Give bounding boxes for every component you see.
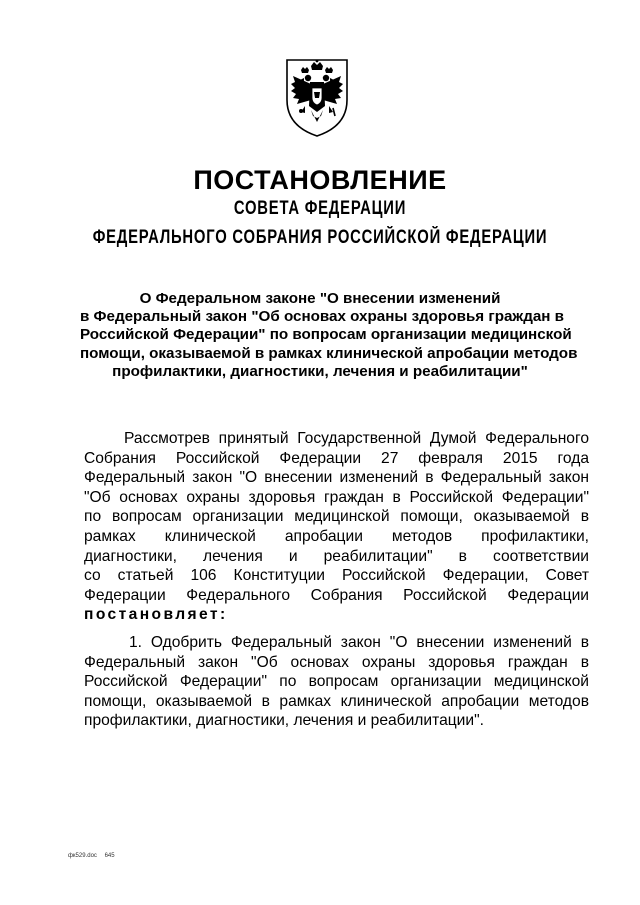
- resolution-heading: [80, 290, 578, 381]
- paragraph-line: 1. Одобрить Федеральный закон "О внесении изменений в: [129, 634, 589, 651]
- paragraph-line: рамках клинической апробации методов профилактики,: [84, 527, 589, 545]
- paragraph-line: Федерации Федерального Собрания Российской Федерации: [84, 586, 589, 604]
- paragraph-line: помощи, оказываемой в рамках клинической апробации методов: [84, 692, 589, 710]
- heading-line: О Федеральном законе "О внесении изменений: [139, 290, 501, 307]
- document-subtitle-council: СОВЕТА ФЕДЕРАЦИИ: [233, 198, 407, 219]
- resolution-item-1: [84, 633, 589, 731]
- footer-number: 645: [104, 853, 115, 859]
- document-footer: [68, 853, 121, 859]
- document-title: ПОСТАНОВЛЕНИЕ: [193, 165, 447, 195]
- heading-line: Российской Федерации" по вопросам организации медицинской: [80, 326, 572, 344]
- preamble-paragraph: [84, 429, 589, 625]
- document-subtitle-assembly: ФЕДЕРАЛЬНОГО СОБРАНИЯ РОССИЙСКОЙ ФЕДЕРАЦИИ: [92, 227, 548, 248]
- paragraph-line: диагностики, лечения и реабилитации" в соответствии: [84, 547, 589, 565]
- paragraph-line: Российской Федерации" по вопросам организации медицинской: [84, 673, 589, 691]
- heading-line: в Федеральный закон "Об основах охраны здоровья граждан в: [80, 308, 565, 326]
- paragraph-line: Рассмотрев принятый Государственной Думой Федерального: [124, 430, 589, 447]
- paragraph-line: профилактики, диагностики, лечения и реабилитации".: [84, 712, 484, 730]
- paragraph-line: Федеральный закон "Об основах охраны здоровья граждан в: [84, 653, 589, 671]
- paragraph-line: Федеральный закон "О внесении изменений в Федеральный закон: [84, 469, 589, 487]
- heading-line: помощи, оказываемой в рамках клинической апробации методов: [80, 344, 578, 362]
- paragraph-line: по вопросам организации медицинской помощи, оказываемой в: [84, 508, 589, 526]
- resolves-word: постановляет:: [84, 606, 228, 624]
- paragraph-line: Собрания Российской Федерации 27 февраля 2015 года: [84, 449, 589, 467]
- coat-of-arms-emblem: [281, 56, 353, 138]
- footer-file-name: фк529.doc: [68, 853, 97, 859]
- paragraph-line: "Об основах охраны здоровья граждан в Российской Федерации": [84, 488, 589, 506]
- heading-line: профилактики, диагностики, лечения и реабилитации": [112, 362, 528, 380]
- paragraph-line: со статьей 106 Конституции Российской Федерации, Совет: [84, 567, 589, 585]
